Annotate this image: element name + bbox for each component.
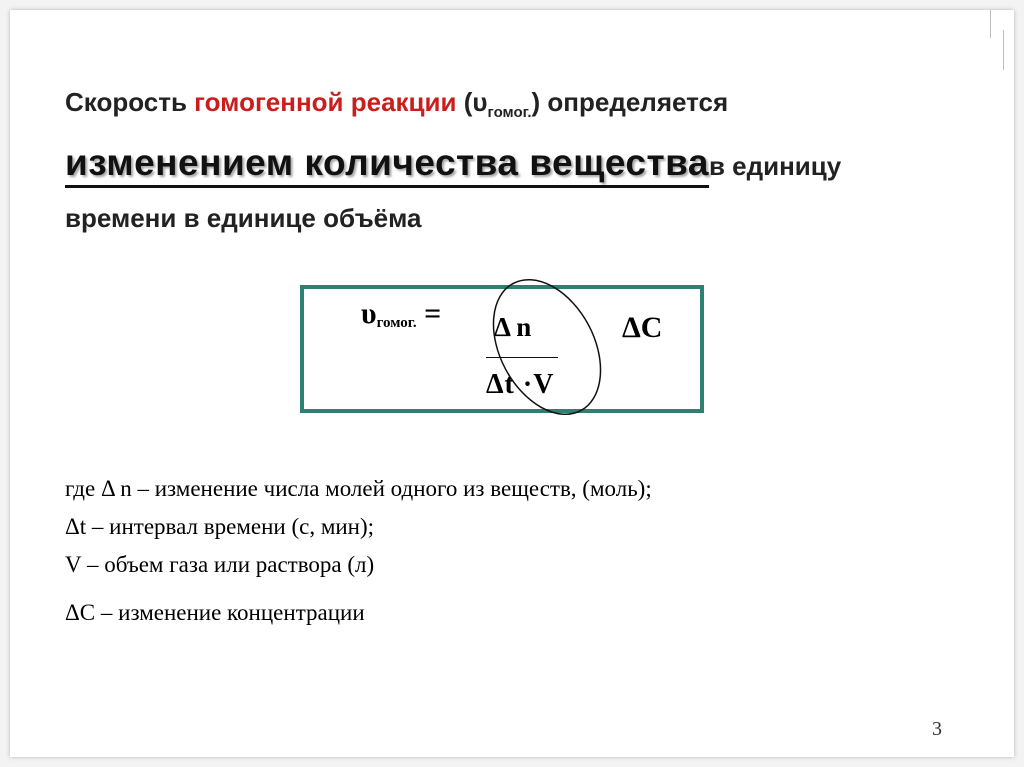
formula-v: υ: [361, 297, 377, 330]
frame-line: [990, 10, 991, 38]
legend-line: Δt – интервал времени (с, мин);: [65, 514, 375, 539]
page-number: 3: [932, 718, 942, 740]
slide: [10, 10, 1014, 757]
slide-heading: [65, 82, 985, 238]
frame-line: [1003, 30, 1004, 70]
legend: [65, 470, 652, 632]
heading-line-3: времени в единице объёма: [65, 203, 422, 233]
formula-delta-c: ΔC: [622, 311, 663, 344]
formula-numerator: Δ n: [494, 312, 532, 342]
formula-equals: =: [416, 297, 442, 330]
heading-subscript: гомог.: [487, 104, 532, 121]
heading-text: (υ: [456, 87, 488, 117]
heading-text: в единицу: [708, 151, 842, 181]
heading-emphasis: изменением количества вещества: [65, 141, 709, 188]
legend-line: V – объем газа или раствора (л): [65, 552, 375, 577]
heading-text: Скорость: [65, 87, 195, 117]
legend-line: ΔC – изменение концентрации: [65, 600, 365, 625]
formula-rate-symbol: [361, 297, 441, 332]
formula-denominator: Δt ·V: [486, 369, 555, 400]
legend-line: где Δ n – изменение числа молей одного из веществ, (моль);: [65, 476, 652, 501]
highlight-ellipse: [474, 269, 634, 429]
formula-box: [300, 285, 704, 413]
formula-v-subscript: гомог.: [376, 315, 417, 331]
heading-highlight: гомогенной реакции: [194, 87, 457, 117]
heading-text: ) определяется: [531, 87, 729, 117]
